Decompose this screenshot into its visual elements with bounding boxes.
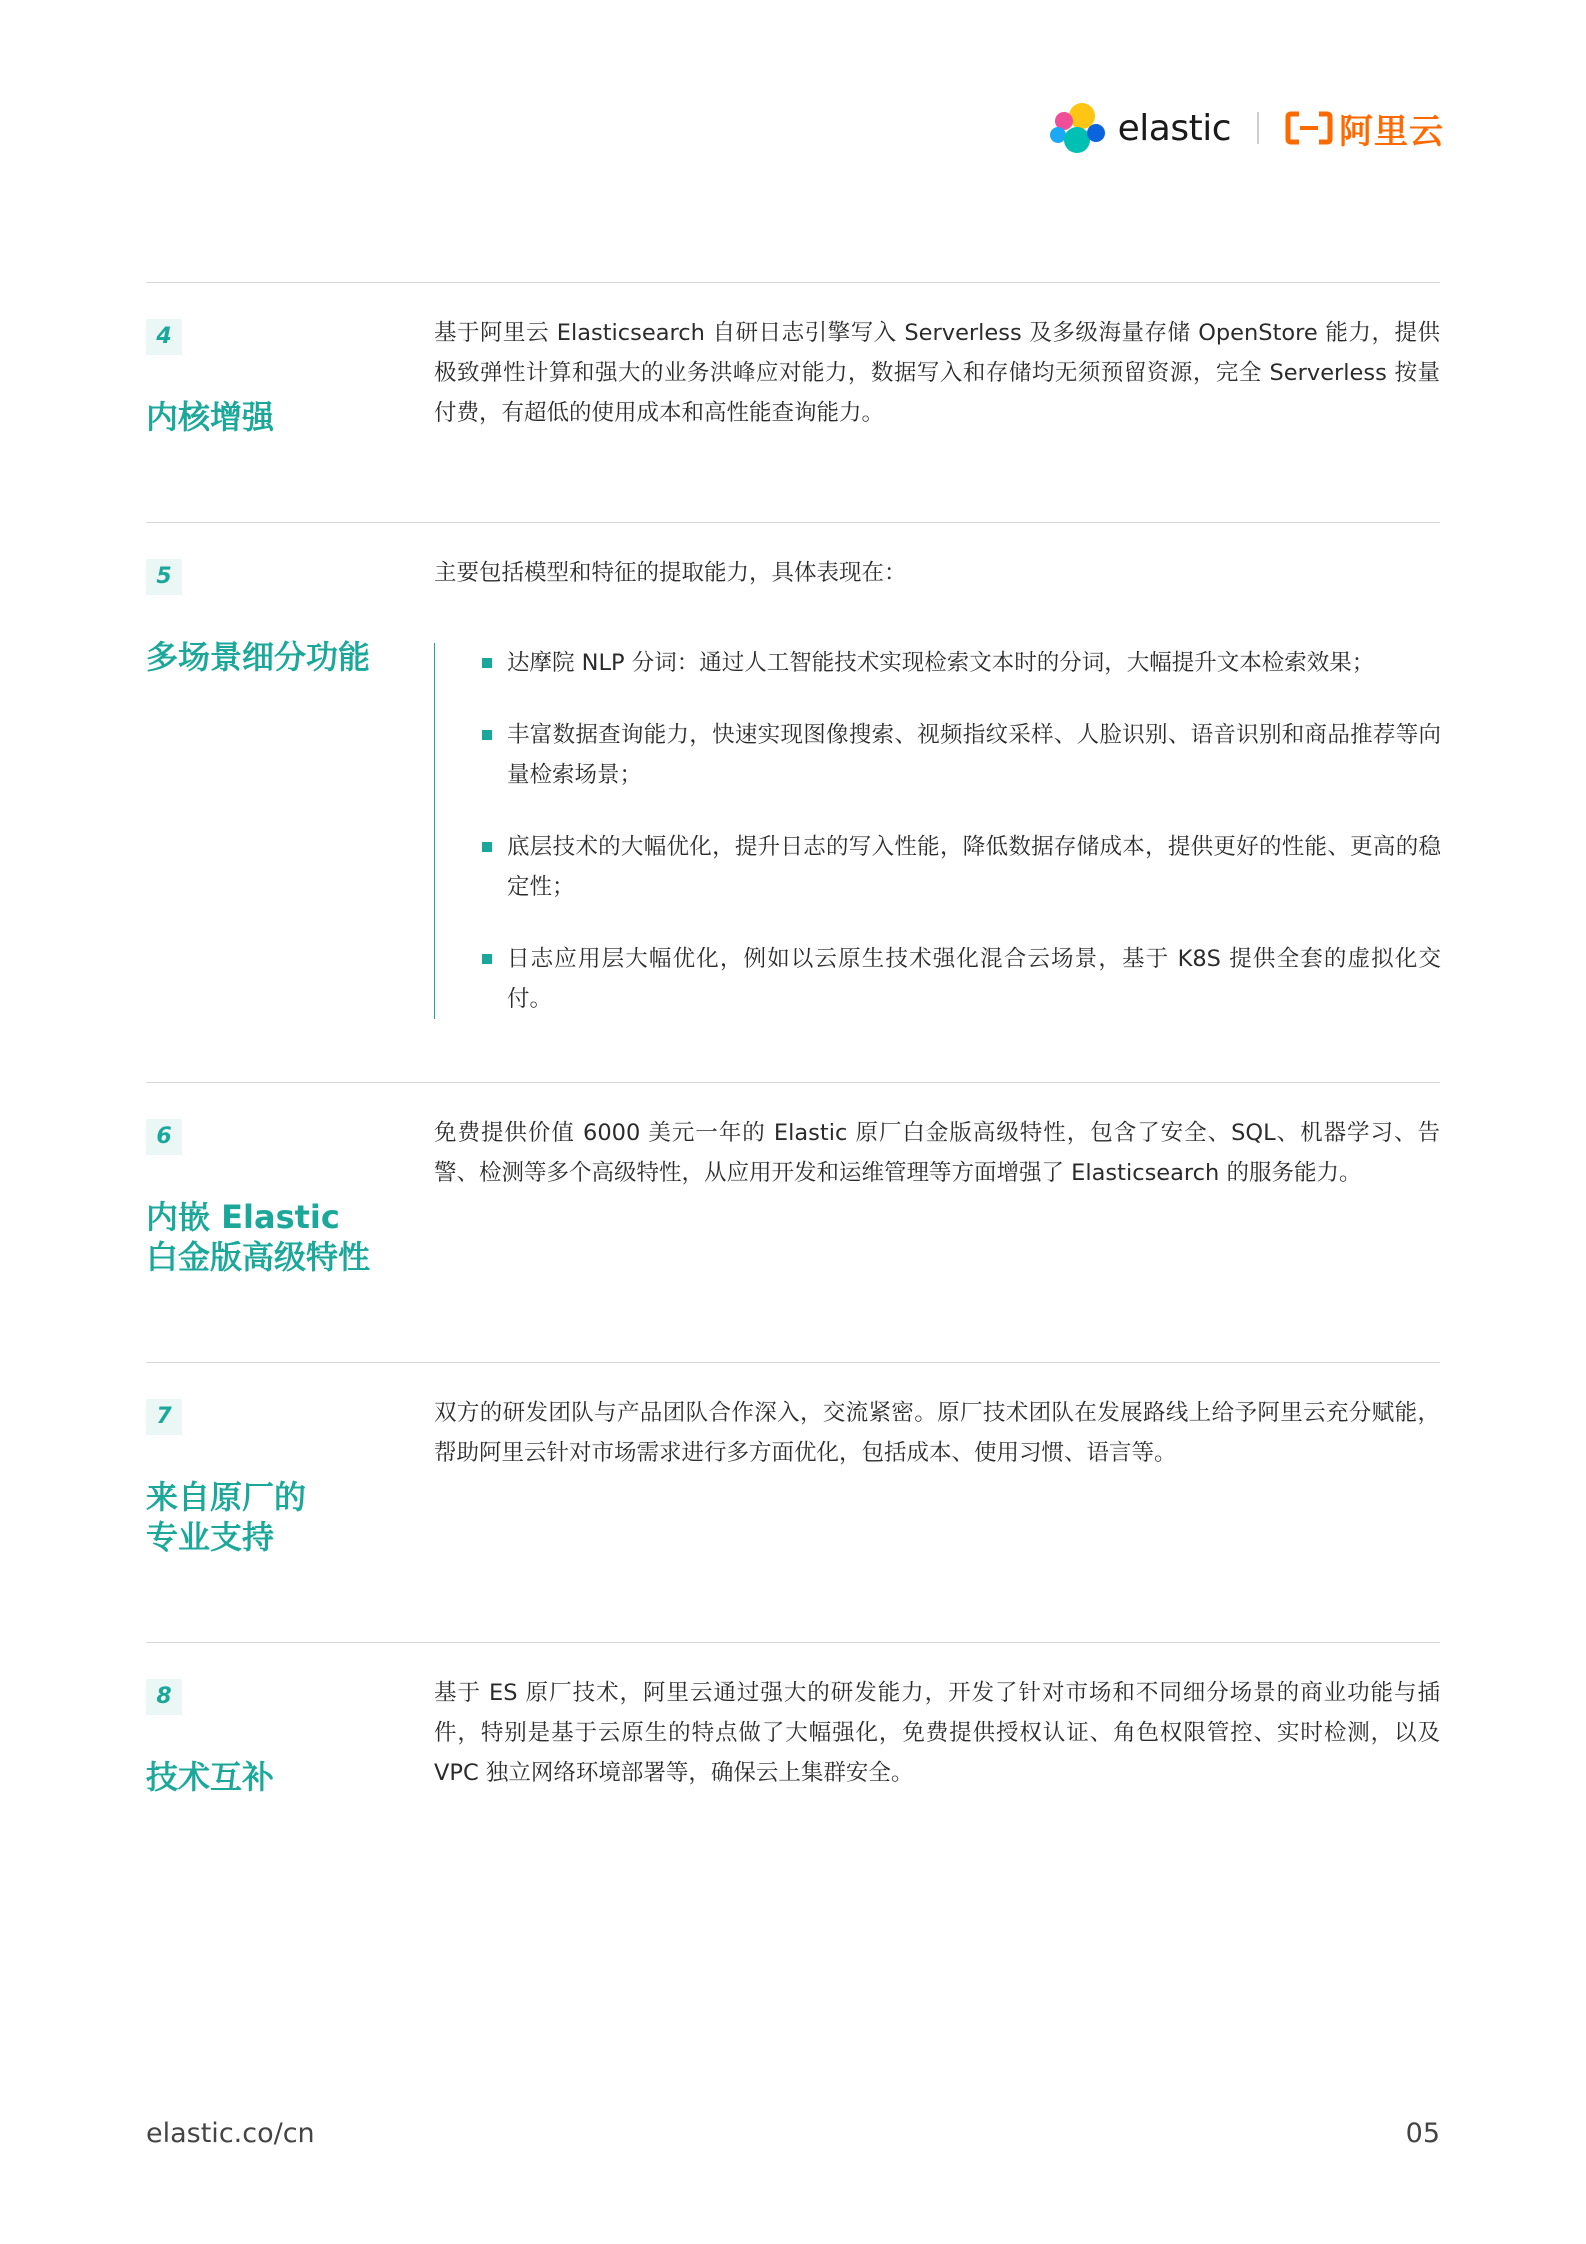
section-number: 4	[146, 319, 182, 355]
aliyun-bracket-icon	[1285, 111, 1333, 145]
feature-section-4	[146, 282, 1440, 523]
bullet-item	[435, 827, 1441, 907]
footer-url[interactable]: elastic.co/cn	[146, 2118, 315, 2149]
feature-section-6	[146, 1082, 1440, 1363]
aliyun-logo	[1285, 104, 1444, 153]
section-body: 免费提供价值 6000 美元一年的 Elastic 原厂白金版高级特性，包含了安全、SQL、机器学习、告警、检测等多个高级特性，从应用开发和运维管理等方面增强了 Elasticsearch 的服务能力。	[434, 1120, 1440, 1186]
section-number: 7	[146, 1399, 182, 1435]
elastic-logo	[1050, 99, 1231, 157]
page-number: 05	[1405, 2118, 1440, 2149]
aliyun-wordmark: 阿里云	[1339, 111, 1444, 152]
section-number: 5	[146, 559, 182, 595]
square-bullet-icon	[482, 658, 492, 668]
bullet-text: 丰富数据查询能力，快速实现图像搜索、视频指纹采样、人脸识别、语音识别和商品推荐等向量检索场景；	[507, 722, 1441, 788]
feature-section-8	[146, 1642, 1440, 1883]
bullet-item	[435, 715, 1441, 795]
feature-section-7	[146, 1362, 1440, 1643]
bullet-item	[435, 939, 1441, 1019]
section-number: 6	[146, 1119, 182, 1155]
bullet-text: 达摩院 NLP 分词：通过人工智能技术实现检索文本时的分词，大幅提升文本检索效果；	[507, 650, 1375, 676]
square-bullet-icon	[482, 730, 492, 740]
feature-bullet-list	[434, 643, 1441, 1019]
bullet-text: 底层技术的大幅优化，提升日志的写入性能，降低数据存储成本，提供更好的性能、更高的稳定性；	[507, 834, 1441, 900]
square-bullet-icon	[482, 842, 492, 852]
section-title: 技术互补	[146, 1758, 275, 1796]
section-title: 内核增强	[146, 398, 275, 436]
feature-section-5	[146, 522, 1440, 1083]
elastic-wordmark: elastic	[1117, 107, 1231, 149]
section-body: 基于 ES 原厂技术，阿里云通过强大的研发能力，开发了针对市场和不同细分场景的商业功能与插件，特别是基于云原生的特点做了大幅强化，免费提供授权认证、角色权限管控、实时检测，以及 VPC 独立网络环境部署等，确保云上集群安全。	[434, 1680, 1440, 1786]
square-bullet-icon	[482, 954, 492, 964]
section-title: 来自原厂的 专业支持	[146, 1478, 307, 1556]
bullet-text: 日志应用层大幅优化，例如以云原生技术强化混合云场景，基于 K8S 提供全套的虚拟化交付。	[507, 946, 1441, 1012]
logo-divider	[1257, 112, 1259, 144]
header-logos	[1050, 96, 1444, 160]
section-intro: 主要包括模型和特征的提取能力，具体表现在：	[434, 560, 907, 586]
section-number: 8	[146, 1679, 182, 1715]
section-title: 内嵌 Elastic 白金版高级特性	[146, 1198, 371, 1276]
section-body: 基于阿里云 Elasticsearch 自研日志引擎写入 Serverless 及多级海量存储 OpenStore 能力，提供极致弹性计算和强大的业务洪峰应对能力，数据写入和存储均无须预留资源，完全 Serverless 按量付费，有超低的使用成本和高性能查询能力。	[434, 320, 1440, 426]
elastic-cluster-icon	[1050, 99, 1108, 157]
section-title: 多场景细分功能	[146, 638, 371, 676]
bullet-item	[435, 643, 1441, 683]
section-body: 双方的研发团队与产品团队合作深入，交流紧密。原厂技术团队在发展路线上给予阿里云充分赋能，帮助阿里云针对市场需求进行多方面优化，包括成本、使用习惯、语言等。	[434, 1400, 1440, 1466]
